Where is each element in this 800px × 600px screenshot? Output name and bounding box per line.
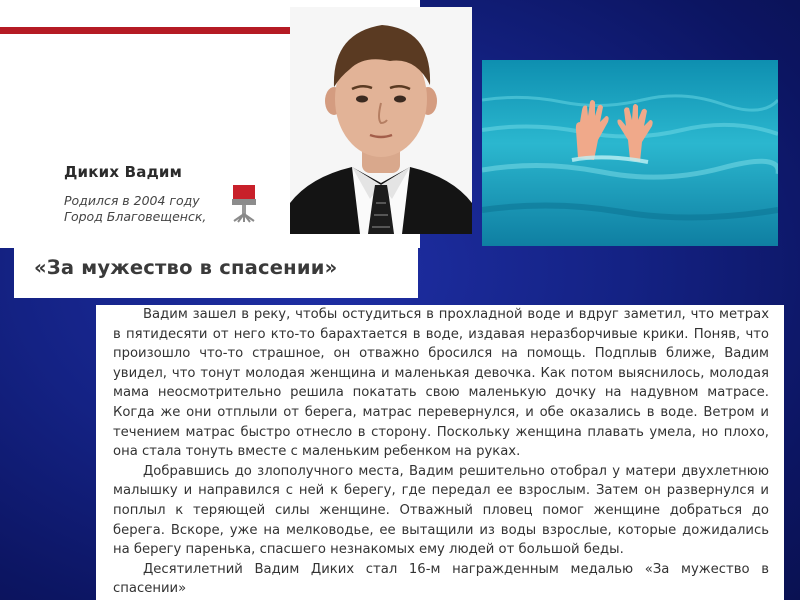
person-name: Диких Вадим [64, 163, 183, 181]
story-paragraph-1: Вадим зашел в реку, чтобы остудиться в прохладной воде и вдруг заметил, что метрах в пятидесяти от него кто-то барахтается в воде, издавая неразборчивые крики. Поняв, что произошло что-то страшное, он отважно бросился на помощь. Подплыв ближе, Вадим увидел, что тонут молодая женщина и маленькая девочка. Как потом выяснилось, молодая мама неосмотрительно решила покатать свою маленькую дочку на надувном матрасе. Когда же они отплыли от берега, матрас перевернулся, и обе оказались в воде. Ветром и течением матрас быстро отнесло в сторону. Поскольку женщина плавать умела, но плохо, она стала тонуть вместе с маленьким ребенком на руках. [113, 307, 769, 460]
story-text-block [96, 305, 784, 600]
red-stripe [0, 27, 300, 34]
boy-portrait-photo [290, 7, 472, 234]
drowning-hands-photo [482, 60, 778, 246]
story-text [113, 305, 769, 599]
red-chair-icon [232, 185, 256, 223]
award-panel [14, 226, 418, 298]
birth-city: Город Благовещенск, [64, 209, 207, 224]
water-illustration [482, 60, 778, 246]
award-title: «За мужество в спасении» [34, 256, 338, 279]
birth-year: Родился в 2004 году [64, 193, 200, 208]
story-paragraph-2: Добравшись до злополучного места, Вадим решительно отобрал у матери двухлетнюю малышку и направился с ней к берегу, где передал ее взрослым. Затем он развернулся и поплыл к теряющей силы женщине. Отважный пловец помог женщине добраться до берега. Вскоре, уже на мелководье, ее вытащили из воды взрослые, которые дожидались на берегу паренька, спасшего незнакомых ему людей от большой беды. [113, 463, 769, 558]
portrait-illustration [290, 7, 472, 234]
story-paragraph-3: Десятилетний Вадим Диких стал 16-м награжденным медалью «За мужество в спасении» [113, 561, 769, 597]
